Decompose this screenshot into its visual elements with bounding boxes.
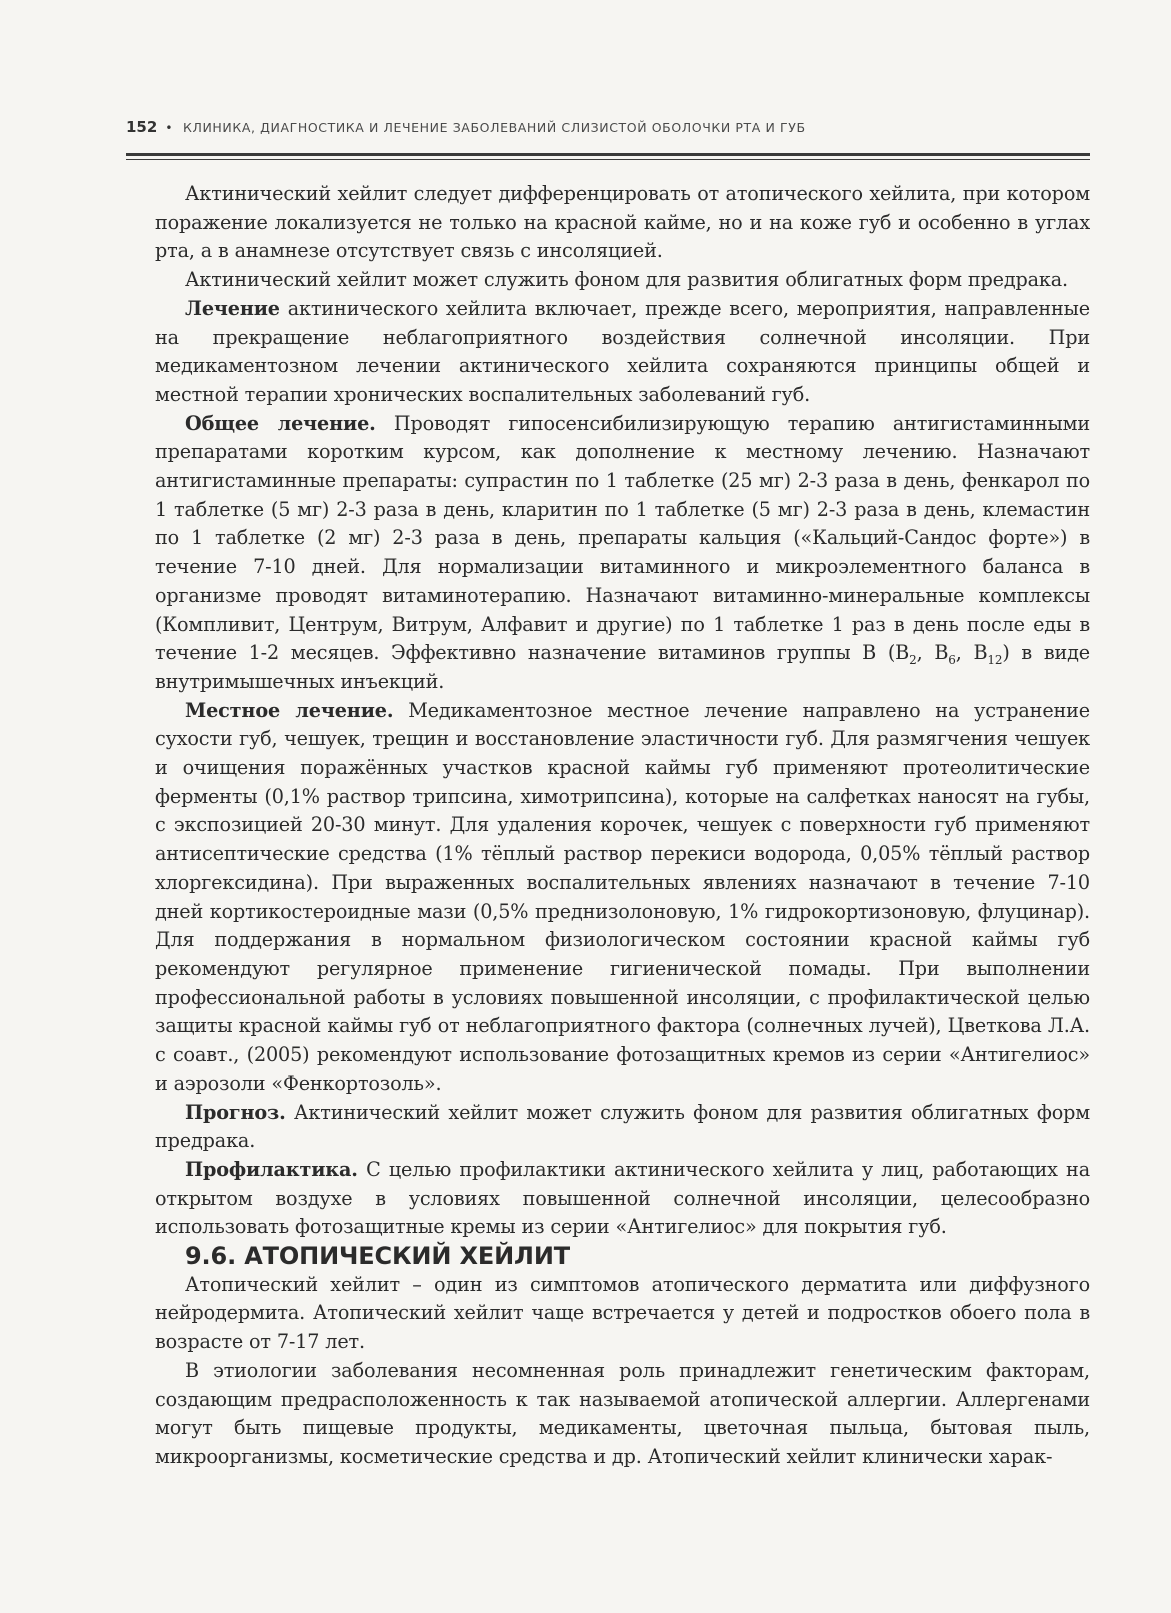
paragraph-text: В этиологии заболевания несомненная роль принадлежит генетическим факторам, создающим предрасположенность к так называемой атопической аллергии. Аллергенами могут быть пищевые продукты, медикаменты, цветочная пыльца, бытовая пыль, микроорганизмы, косметические средства и др. Атопический хейлит клинически харак- [155, 1358, 1090, 1468]
paragraph [155, 1271, 1090, 1357]
paragraph-text: Атопический хейлит – один из симптомов атопического дерматита или диффузного нейродермита. Атопический хейлит чаще встречается у детей и подростков обоего пола в возрасте от 7-17 лет. [155, 1272, 1090, 1354]
paragraph-text: Актинический хейлит может служить фоном для развития облигатных форм предрака. [185, 268, 1069, 292]
paragraph [155, 697, 1090, 1099]
header-rule-thick [126, 153, 1090, 156]
paragraph-text: Проводят гипосенсибилизирующую терапию антигистаминными препаратами коротким курсом, как дополнение к местному лечению. Назначают антигистаминные препараты: супрастин по 1 таблетке (25 мг) 2-3 раза в день, фенкарол по 1 таблетке (5 мг) 2-3 раза в день, кларитин по 1 таблетке (5 мг) 2-3 раза в день, клемастин по 1 таблетке (2 мг) 2-3 раза в день, препараты кальция («Кальций-Сандос форте») в течение 7-10 дней. Для нормализации витаминного и микроэлементного баланса в организме проводят витаминотерапию. Назначают витаминно-минеральные комплексы (Компливит, Центрум, Витрум, Алфавит и другие) по 1 таблетке 1 раз в день после еды в течение 1-2 месяцев. Эффективно назначение витаминов группы В (В [155, 411, 1090, 665]
paragraph [155, 266, 1090, 295]
section-heading: 9.6. АТОПИЧЕСКИЙ ХЕЙЛИТ [185, 1242, 570, 1271]
paragraph-label: Общее лечение. [185, 411, 376, 435]
paragraph-text: Медикаментозное местное лечение направлено на устранение сухости губ, чешуек, трещин и восстановление эластичности губ. Для размягчения чешуек и очищения поражённых участков красной каймы губ применяют протеолитические ферменты (0,1% раствор трипсина, химотрипсина), которые на салфетках наносят на губы, с экспозицией 20-30 минут. Для удаления корочек, чешуек с поверхности губ применяют антисептические средства (1% тёплый раствор перекиси водорода, 0,05% тёплый раствор хлоргексидина). При выраженных воспалительных явлениях назначают в течение 7-10 дней кортикостероидные мази (0,5% преднизолоновую, 1% гидрокортизоновую, флуцинар). Для поддержания в нормальном физиологическом состоянии красной каймы губ рекомендуют регулярное применение гигиенической помады. При выполнении профессиональной работы в условиях повышенной инсоляции, с профилактической целью защиты красной каймы губ от неблагоприятного фактора (солнечных лучей), Цветкова Л.А. с соавт., (2005) рекомендуют использование фотозащитных кремов из серии «Антигелиос» и аэрозоли «Фенкортозоль». [155, 698, 1091, 1095]
paragraph [155, 180, 1090, 266]
paragraph-text: ) в виде внутримышечных инъекций. [155, 641, 1090, 693]
paragraph-text: , В [955, 641, 988, 665]
paragraph-label: Профилактика. [185, 1157, 358, 1181]
subscript: 12 [987, 653, 1003, 668]
running-title: КЛИНИКА, ДИАГНОСТИКА И ЛЕЧЕНИЕ ЗАБОЛЕВАНИЙ СЛИЗИСТОЙ ОБОЛОЧКИ РТА И ГУБ [183, 120, 806, 135]
subscript: 2 [909, 653, 917, 668]
paragraph-label: Лечение [185, 296, 280, 320]
running-header [126, 118, 1086, 136]
body-text [155, 180, 1090, 1472]
paragraph-text: Актинический хейлит следует дифференцировать от атопического хейлита, при котором поражение локализуется не только на красной кайме, но и на коже губ и особенно в углах рта, а в анамнезе отсутствует связь с инсоляцией. [155, 182, 1090, 263]
page-number: 152 [126, 118, 158, 136]
paragraph-label: Местное лечение. [185, 698, 394, 722]
paragraph [155, 295, 1090, 410]
paragraph [155, 1156, 1090, 1242]
header-bullet: • [165, 121, 173, 135]
header-rule-thin [126, 159, 1090, 160]
paragraph-text: актинического хейлита включает, прежде всего, мероприятия, направленные на прекращение неблагоприятного воздействия солнечной инсоляции. При медикаментозном лечении актинического хейлита сохраняются принципы общей и местной терапии хронических воспалительных заболеваний губ. [155, 296, 1090, 406]
paragraph [155, 410, 1090, 697]
paragraph-text: , В [916, 641, 949, 665]
paragraph [155, 1357, 1090, 1472]
subscript: 6 [948, 653, 956, 668]
paragraph-label: Прогноз. [185, 1100, 286, 1124]
paragraph-text: С целью профилактики актинического хейлита у лиц, работающих на открытом воздухе в условиях повышенной солнечной инсоляции, целесообразно использовать фотозащитные кремы из серии «Антигелиос» для покрытия губ. [155, 1157, 1090, 1239]
paragraph-text: Актинический хейлит может служить фоном для развития облигатных форм предрака. [155, 1100, 1090, 1153]
paragraph [155, 1099, 1090, 1156]
